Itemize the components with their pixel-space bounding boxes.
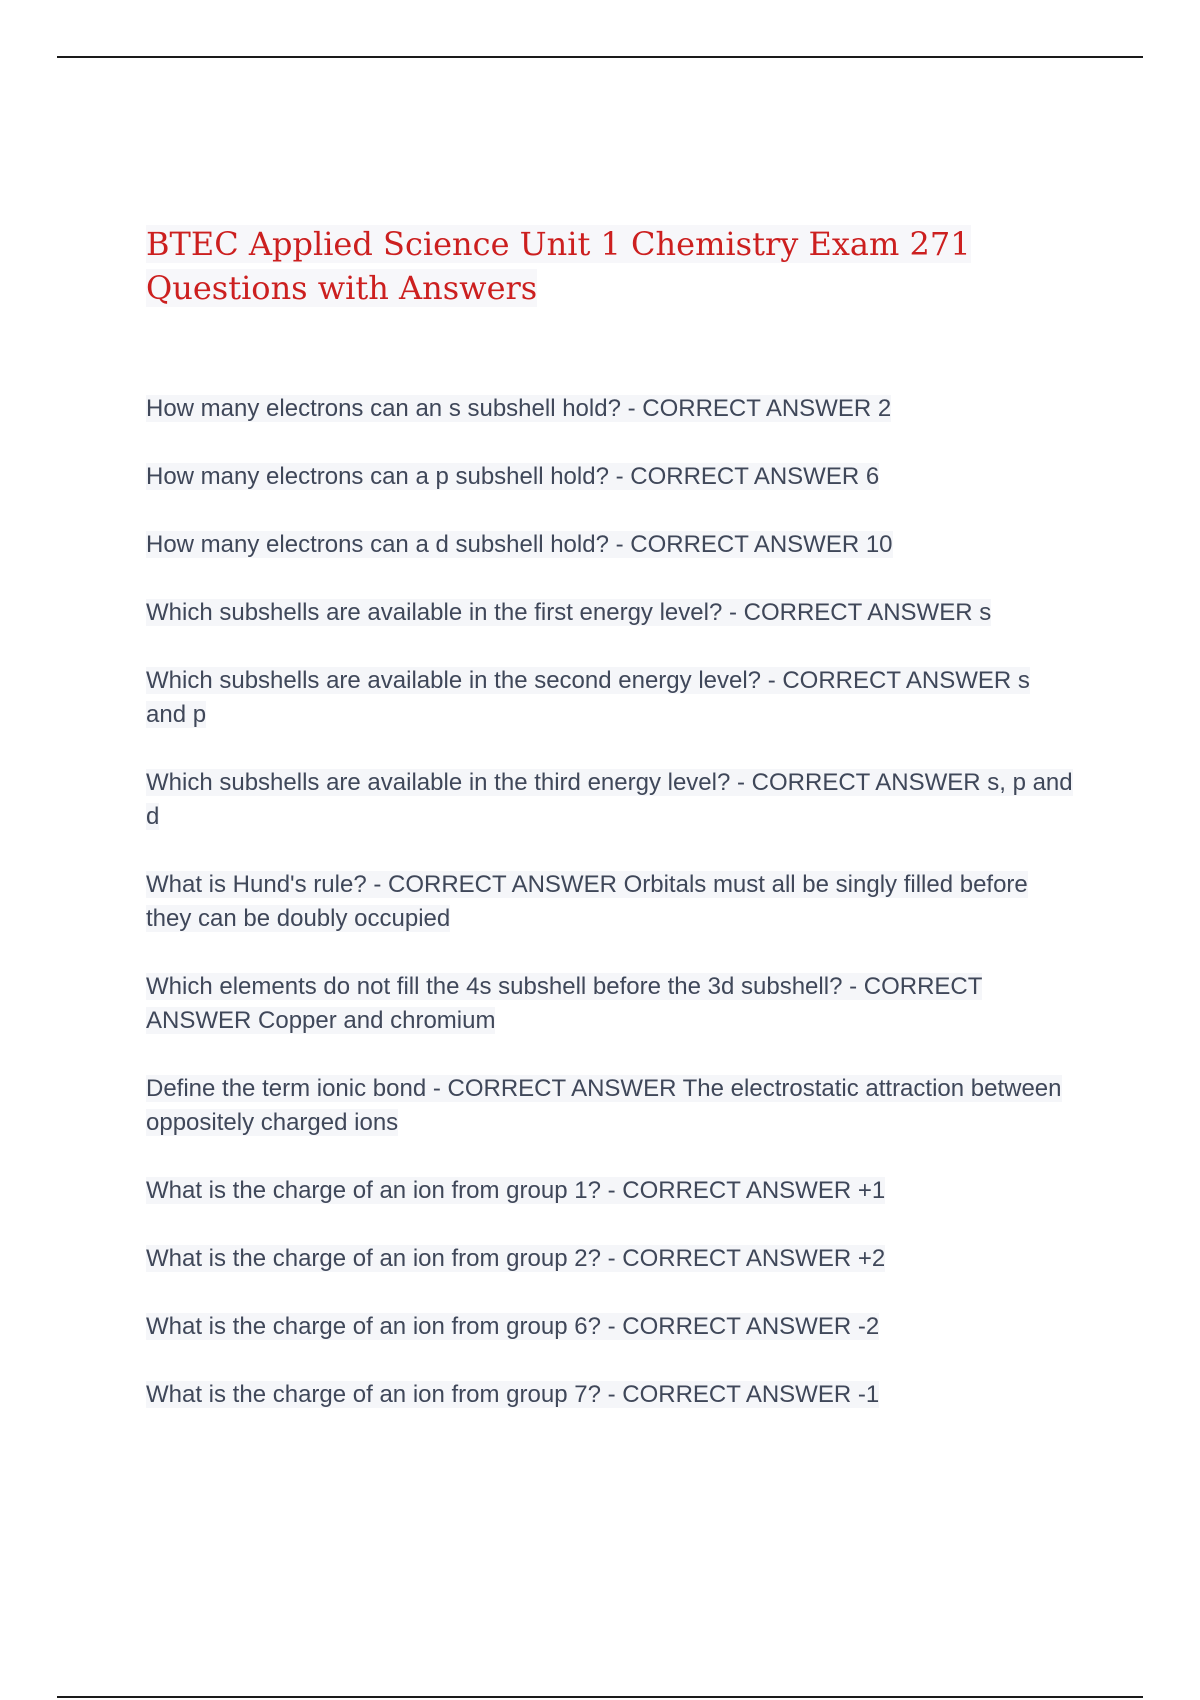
qa-text: Which elements do not fill the 4s subshell before the 3d subshell? - CORRECT ANSWER Copper and chromium: [146, 973, 983, 1034]
top-rule: [57, 56, 1143, 58]
document-body: [146, 222, 1086, 1446]
qa-text: What is the charge of an ion from group 6? - CORRECT ANSWER -2: [146, 1313, 880, 1340]
qa-text: How many electrons can an s subshell hold? - CORRECT ANSWER 2: [146, 395, 892, 422]
qa-item: [146, 392, 1086, 426]
page-title-text: BTEC Applied Science Unit 1 Chemistry Exam 271 Questions with Answers: [146, 225, 971, 307]
qa-item: [146, 1378, 1086, 1412]
qa-text: How many electrons can a d subshell hold? - CORRECT ANSWER 10: [146, 531, 893, 558]
qa-item: [146, 1174, 1086, 1208]
qa-item: [146, 596, 1086, 630]
qa-item: [146, 766, 1086, 834]
qa-item: [146, 970, 1086, 1038]
qa-text: What is the charge of an ion from group 2? - CORRECT ANSWER +2: [146, 1245, 886, 1272]
qa-item: [146, 1072, 1086, 1140]
bottom-rule: [57, 1696, 1143, 1698]
qa-text: Which subshells are available in the third energy level? - CORRECT ANSWER s, p and d: [146, 769, 1073, 830]
qa-text: What is the charge of an ion from group 1? - CORRECT ANSWER +1: [146, 1177, 886, 1204]
qa-item: [146, 1310, 1086, 1344]
qa-text: Which subshells are available in the first energy level? - CORRECT ANSWER s: [146, 599, 992, 626]
page-title: [146, 222, 1086, 310]
qa-text: What is the charge of an ion from group 7? - CORRECT ANSWER -1: [146, 1381, 880, 1408]
qa-text: How many electrons can a p subshell hold? - CORRECT ANSWER 6: [146, 463, 880, 490]
qa-item: [146, 1242, 1086, 1276]
qa-item: [146, 868, 1086, 936]
qa-list: [146, 392, 1086, 1412]
qa-text: Which subshells are available in the second energy level? - CORRECT ANSWER s and p: [146, 667, 1030, 728]
qa-item: [146, 528, 1086, 562]
qa-item: [146, 664, 1086, 732]
qa-text: Define the term ionic bond - CORRECT ANSWER The electrostatic attraction between oppositely charged ions: [146, 1075, 1062, 1136]
qa-item: [146, 460, 1086, 494]
qa-text: What is Hund's rule? - CORRECT ANSWER Orbitals must all be singly filled before they can be doubly occupied: [146, 871, 1028, 932]
